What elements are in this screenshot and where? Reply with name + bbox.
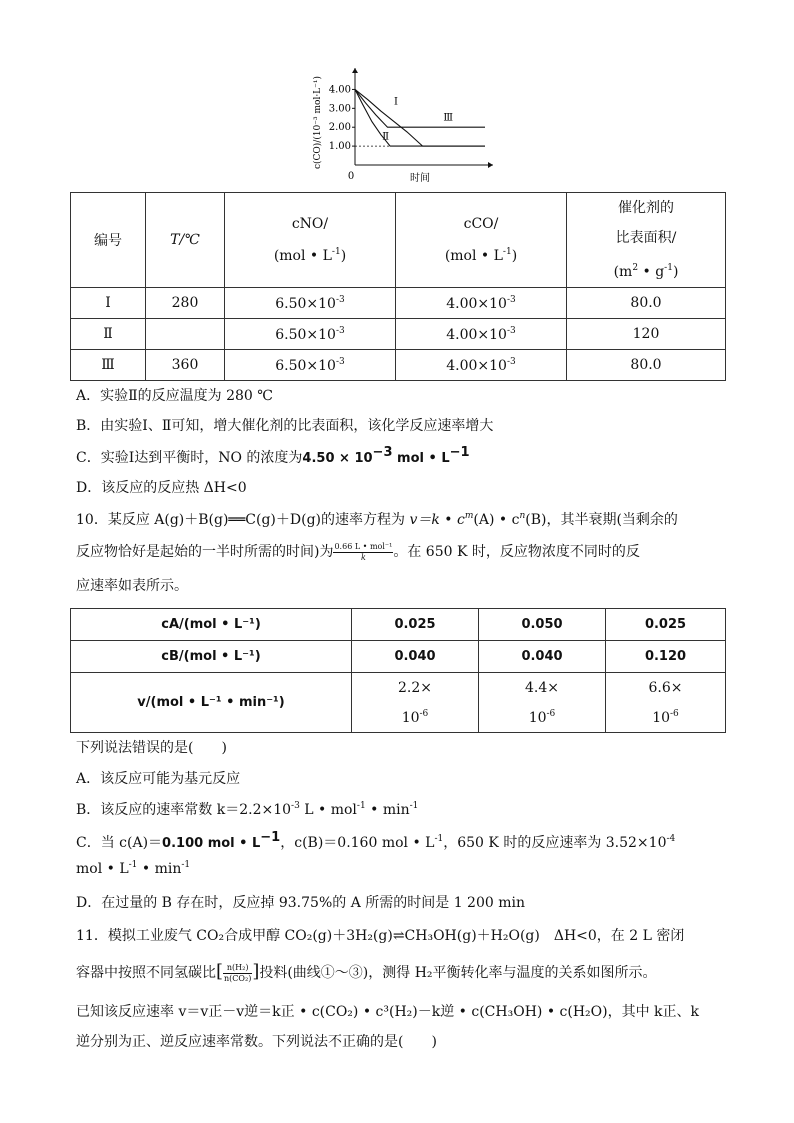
unit-post: ): [511, 248, 518, 264]
q10-line-3: 应速率如表所示。: [76, 578, 188, 594]
q9-c-exp: −3: [372, 445, 393, 460]
exp: -3: [335, 325, 345, 336]
v-top: 4.4×: [525, 679, 559, 696]
header-no-unit: [229, 238, 391, 270]
chart-text: [312, 76, 453, 184]
q11-line-4: 逆分别为正、逆反应速率常数。下列说法不正确的是( ): [76, 1034, 437, 1050]
exp: -3: [506, 325, 516, 336]
q9-c-unit-exp: −1: [449, 445, 470, 460]
header-no: [225, 193, 396, 288]
q11-l2-post: 投料(曲线①～③)，测得 H₂平衡转化率与温度的关系如图所示。: [259, 965, 657, 981]
row-id: Ⅲ: [71, 350, 146, 381]
val: 4.00×10: [446, 357, 507, 374]
y-axis-arrow: [352, 68, 358, 73]
row-area: 80.0: [567, 288, 726, 319]
bracket-right: ]: [252, 961, 260, 982]
val: 4.00×10: [446, 326, 507, 343]
q11-line-2: [76, 961, 657, 984]
row-co: [396, 319, 567, 350]
header-temp: [146, 193, 225, 288]
q10-option-b: [76, 799, 418, 819]
q10-b-pre: B．该反应的速率常数 k＝2.2×10: [76, 802, 292, 818]
chart-axes: [352, 68, 493, 168]
row-no: [225, 350, 396, 381]
rate-table: [70, 608, 726, 733]
v-base: 10: [528, 709, 547, 726]
series-label: Ⅱ: [382, 131, 390, 143]
x-axis-arrow: [488, 162, 493, 168]
header-no-top: cNO/: [291, 216, 329, 232]
unit-sup: -1: [664, 263, 673, 273]
series-line-3: [355, 89, 485, 127]
unit-pre: (m: [613, 264, 633, 280]
q10-b-mid: L • mol: [299, 802, 357, 818]
row-temp: 280: [146, 288, 225, 319]
header-co-unit: [400, 238, 562, 270]
q10-option-c: [76, 830, 675, 852]
q10-option-d: D．在过量的 B 存在时，反应掉 93.75%的 A 所需的时间是 1 200 min: [76, 895, 526, 911]
row-temp: [146, 319, 225, 350]
frac-den: n(CO₂): [224, 973, 252, 983]
row-label-ca: cA/(mol • L⁻¹): [71, 609, 352, 641]
table-row: [71, 609, 726, 641]
row-label-cb: cB/(mol • L⁻¹): [71, 641, 352, 673]
q10-c2-pre: mol • L: [76, 861, 129, 877]
v-exp: -6: [670, 708, 679, 719]
cell: 0.040: [352, 641, 479, 673]
v-top: 6.6×: [648, 679, 683, 696]
chart-series: [355, 89, 485, 146]
q10-option-a: A．该反应可能为基元反应: [76, 771, 241, 787]
q10-l1-n: n: [519, 511, 526, 521]
table-row: [71, 350, 726, 381]
row-id: Ⅰ: [71, 288, 146, 319]
q9-c-unit: mol • L: [392, 451, 450, 466]
row-id: Ⅱ: [71, 319, 146, 350]
cell: 0.025: [352, 609, 479, 641]
y-tick-label: 1.00: [328, 141, 351, 153]
cell: [352, 673, 479, 733]
frac-num: 0.66 L • mol⁻¹: [334, 541, 393, 551]
v-top: 2.2×: [398, 679, 432, 696]
header-area-3: [571, 253, 721, 287]
q10-l1-post: (B)，其半衰期(当剩余的: [525, 512, 678, 528]
q10-c-post: ，650 K 时的反应速率为 3.52×10: [443, 835, 667, 851]
q9-option-b: B．由实验Ⅰ、Ⅱ可知，增大催化剂的比表面积，该化学反应速率增大: [76, 418, 494, 434]
unit-sup: 2: [632, 263, 639, 273]
series-line-1: [355, 89, 485, 146]
cell: 0.040: [479, 641, 606, 673]
v-bottom: [610, 701, 721, 731]
q10-l2-post: 。在 650 K 时，反应物浓度不同时的反: [393, 544, 640, 560]
cell: [606, 673, 726, 733]
q10-c2-exp2: -1: [181, 860, 191, 870]
cell: 0.025: [606, 609, 726, 641]
half-life-fraction: [333, 542, 393, 563]
q10-b-exp2: -1: [356, 801, 366, 811]
q10-b-exp1: -3: [291, 801, 300, 811]
q10-c-bold-exp: −1: [260, 830, 281, 845]
q10-c-pre: C．当 c(A)＝: [76, 835, 163, 851]
q10-l2-pre: 反应物恰好是起始的一半时所需的时间)为: [76, 544, 334, 560]
unit-pre: (mol • L: [273, 248, 332, 264]
exp: -3: [335, 356, 345, 367]
exp: -3: [506, 356, 516, 367]
header-area-2: 比表面积/: [615, 230, 677, 246]
q10-line-2: [76, 541, 640, 563]
row-no: [225, 288, 396, 319]
v-exp: -6: [419, 708, 429, 719]
v-bottom: [483, 701, 601, 731]
q10-c-mid: ，c(B)＝0.160 mol • L: [280, 835, 435, 851]
v-base: 10: [401, 709, 420, 726]
table-row: [71, 641, 726, 673]
row-co: [396, 288, 567, 319]
y-axis-label: c(CO)/(10⁻³ mol·L⁻¹): [313, 75, 323, 170]
table-row: [71, 319, 726, 350]
concentration-time-chart: [300, 55, 500, 185]
q10-l1-eq: v＝k • c: [409, 512, 465, 528]
unit-sup: -1: [502, 247, 512, 257]
q11-line-3: 已知该反应速率 v＝v正－v逆＝k正 • c(CO₂) • c³(H₂)－k逆 • c(CH₃OH) • c(H₂O)，其中 k正、k: [76, 1004, 700, 1020]
series-label: Ⅲ: [443, 112, 454, 124]
header-co: [396, 193, 567, 288]
val: 6.50×10: [275, 295, 336, 312]
row-label-v: v/(mol • L⁻¹ • min⁻¹): [71, 673, 352, 733]
header-area: [567, 193, 726, 288]
exp: -3: [335, 294, 345, 305]
series-line-2: [355, 89, 485, 146]
cell: 0.050: [479, 609, 606, 641]
cell: 0.120: [606, 641, 726, 673]
unit-post: ): [672, 264, 679, 280]
bracket-left: [: [216, 961, 224, 982]
origin-label: 0: [347, 171, 355, 182]
y-tick-label: 3.00: [328, 103, 351, 115]
q9-c-value: 4.50 × 10: [302, 451, 373, 466]
exp: -3: [506, 294, 516, 305]
x-axis-label: 时间: [410, 173, 430, 184]
q9-option-d: D．该反应的反应热 ΔH<0: [76, 480, 247, 496]
q10-l1-m: m: [464, 511, 474, 521]
row-area: 120: [567, 319, 726, 350]
frac-num: n(H₂): [223, 963, 252, 974]
q9-option-a: A．实验Ⅱ的反应温度为 280 ℃: [76, 388, 273, 404]
q9-option-c: [76, 445, 470, 467]
unit-post: ): [340, 248, 347, 264]
header-temp-label: T/℃: [170, 232, 200, 248]
q10-c2-mid: • min: [137, 861, 182, 877]
header-id: 编号: [71, 193, 146, 288]
header-area-1: 催化剂的: [618, 200, 674, 216]
row-no: [225, 319, 396, 350]
q10-b-mid2: • min: [365, 802, 410, 818]
table-row: [71, 673, 726, 733]
q10-line-1: [76, 509, 678, 529]
val: 4.00×10: [446, 295, 507, 312]
q10-c-bold: 0.100 mol • L: [162, 836, 261, 851]
q10-c-mid-exp: -1: [434, 834, 444, 844]
val: 6.50×10: [275, 357, 336, 374]
v-base: 10: [652, 709, 671, 726]
cell: [479, 673, 606, 733]
q10-stem: 下列说法错误的是( ): [76, 740, 227, 756]
unit-pre: (mol • L: [444, 248, 503, 264]
q10-option-c-cont: [76, 860, 190, 877]
q10-l1-pre: 10．某反应 A(g)＋B(g)══C(g)＋D(g)的速率方程为: [76, 512, 410, 528]
hydrogen-carbon-ratio: [223, 963, 252, 984]
unit-mid: • g: [638, 264, 665, 280]
series-label: Ⅰ: [394, 96, 398, 108]
row-co: [396, 350, 567, 381]
table-header-row: [71, 193, 726, 288]
q11-l2-pre: 容器中按照不同氢碳比: [76, 965, 216, 981]
frac-den: k: [360, 552, 366, 562]
header-co-top: cCO/: [463, 216, 499, 232]
q10-c2-exp1: -1: [128, 860, 138, 870]
experiment-table: [70, 192, 726, 381]
q9-c-pre: C．实验Ⅰ达到平衡时，NO 的浓度为: [76, 450, 303, 466]
v-bottom: [356, 701, 474, 731]
y-tick-label: 4.00: [328, 84, 351, 96]
unit-sup: -1: [331, 247, 341, 257]
q10-l1-mid: (A) • c: [473, 512, 520, 528]
q11-line-1: 11．模拟工业废气 CO₂合成甲醇 CO₂(g)＋3H₂(g)⇌CH₃OH(g)＋H₂O(g) ΔH<0，在 2 L 密闭: [76, 928, 685, 944]
q10-c-post-exp: -4: [666, 834, 676, 844]
val: 6.50×10: [275, 326, 336, 343]
y-tick-label: 2.00: [328, 122, 351, 134]
q10-b-exp3: -1: [409, 801, 419, 811]
row-area: 80.0: [567, 350, 726, 381]
v-exp: -6: [546, 708, 556, 719]
row-temp: 360: [146, 350, 225, 381]
table-row: [71, 288, 726, 319]
